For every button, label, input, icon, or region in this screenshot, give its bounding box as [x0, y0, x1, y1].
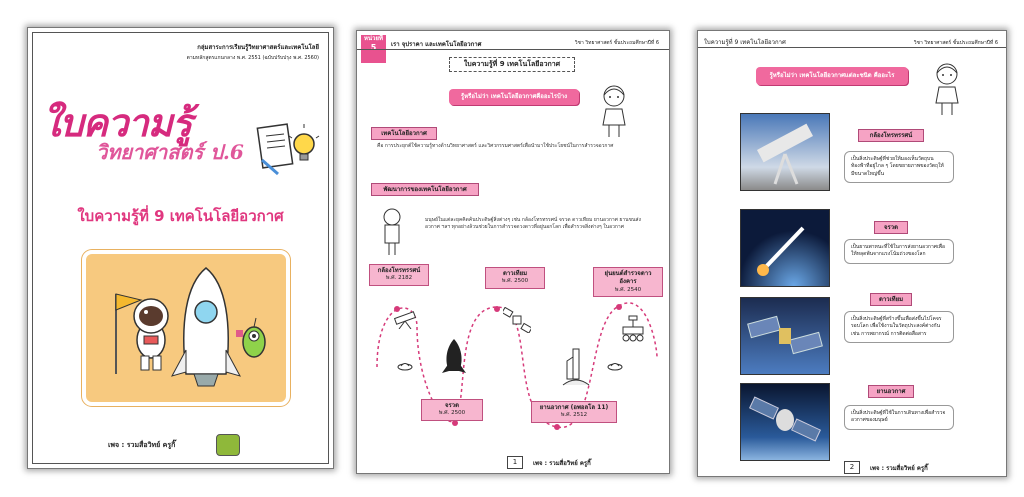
space-shuttle-icon	[559, 347, 593, 387]
page-logo-icon	[216, 434, 240, 456]
cover-page	[27, 27, 334, 469]
timeline-item-satellite	[485, 267, 545, 289]
item-tag-telescope: กล้องโทรทรรศน์	[858, 129, 924, 142]
satellite-icon	[503, 307, 531, 333]
question-bubble: รู้หรือไม่ว่า เทคโนโลยีอวกาศแต่ละชนิด คืออะไร	[756, 67, 908, 85]
timeline-item-apollo	[531, 401, 617, 423]
timeline-year: พ.ศ. 2500	[501, 278, 529, 285]
page-subject-header: วิชา วิทยาศาสตร์ ชั้นประถมศึกษาปีที่ 6	[574, 40, 659, 46]
item-text-spacecraft: เป็นสิ่งประดิษฐ์ที่ใช้ในการเดินทางเพื่อสำรวจอวกาศของมนุษย์	[844, 405, 954, 430]
rocket-photo	[740, 209, 830, 287]
timeline-name: จรวด	[444, 402, 459, 409]
question-bubble: รู้หรือไม่ว่า เทคโนโลยีอวกาศคืออะไรบ้าง	[449, 89, 579, 105]
timeline-name: ยานอวกาศ (อพอลโล 11)	[539, 404, 609, 411]
timeline-page	[356, 30, 670, 474]
timeline-item-rocket	[421, 399, 483, 421]
telescope-icon	[393, 309, 421, 329]
timeline-year: พ.ศ. 2540	[614, 286, 642, 293]
section-text-development: มนุษย์ในแต่ละยุคคิดค้นประดิษฐ์สิ่งต่างๆ เช่น กล้องโทรทรรศน์ จรวด ดาวเทียม ยานอวกาศ ยานขนส่งอวกาศ ฯลฯ ทุกอย่างล้วนช่วยในการสำรวจดวงดาวที่อยู่นอกโลก เพื่อสำรวจสิ่งต่างๆ ในอวกาศ	[425, 217, 641, 231]
girl-character-icon	[930, 61, 964, 119]
cover-title: ใบความรู้	[42, 100, 192, 145]
girl-character-icon	[597, 83, 631, 141]
page-footer: เพจ : รวมสื่อวิทย์ ครูกิ๊	[870, 465, 928, 472]
item-text-rocket: เป็นยานพาหนะที่ใช้ในการส่งยานอวกาศเพื่อให้หลุดพ้นจากแรงโน้มถ่วงของโลก	[844, 239, 954, 264]
section-tag-development: พัฒนาการของเทคโนโลยีอวกาศ	[371, 183, 479, 196]
item-tag-rocket: จรวด	[874, 221, 908, 234]
timeline-year: พ.ศ. 2512	[560, 412, 588, 419]
section-text-definition: คือ การประยุกต์ใช้ความรู้ทางด้านวิทยาศาสตร์ และวิศวกรรมศาสตร์เพื่อนำมาใช้ประโยชน์ในการสำรวจอวกาศ	[377, 143, 614, 149]
timeline-year: พ.ศ. 2182	[385, 275, 413, 282]
page-header: ใบความรู้ที่ 9 เทคโนโลยีอวกาศ	[704, 39, 786, 46]
astronaut-rocket-illustration	[82, 250, 290, 406]
technology-page	[697, 30, 1007, 477]
astronaut-rocket-icon	[86, 254, 278, 394]
cover-header-subject: กลุ่มสาระการเรียนรู้วิทยาศาสตร์และเทคโนโลยี	[197, 44, 319, 51]
satellite-photo	[740, 297, 830, 375]
page-number: 1	[507, 456, 523, 469]
page-footer: เพจ : รวมสื่อวิทย์ ครูกิ๊	[533, 460, 591, 467]
rocket-icon	[439, 337, 469, 377]
mars-rover-icon	[619, 315, 647, 343]
section-tag-space-tech: เทคโนโลยีอวกาศ	[371, 127, 437, 140]
timeline-item-telescope	[369, 264, 429, 286]
item-tag-spacecraft: ยานอวกาศ	[868, 385, 914, 398]
unit-number: 5	[370, 42, 377, 52]
notebook-lightbulb-icon	[256, 120, 320, 176]
cover-header-curriculum: ตามหลักสูตรแกนกลาง พ.ศ. 2551 (ฉบับปรับปรุง พ.ศ. 2560)	[186, 55, 319, 61]
cover-footer: เพจ : รวมสื่อวิทย์ ครูกิ๊	[108, 441, 176, 449]
page-subject-header: วิชา วิทยาศาสตร์ ชั้นประถมศึกษาปีที่ 6	[913, 40, 998, 46]
unit-label: หน่วยที่	[364, 35, 383, 42]
spacecraft-photo	[740, 383, 830, 461]
item-text-satellite: เป็นสิ่งประดิษฐ์ที่สร้างขึ้นเพื่อส่งขึ้นไปโคจรรอบโลก เพื่อใช้งานในวัตถุประสงค์ต่างกัน เช่น การพยากรณ์ การติดต่อสื่อสาร	[844, 311, 954, 343]
sheet-title: ใบความรู้ที่ 9 เทคโนโลยีอวกาศ	[449, 57, 575, 72]
item-text-telescope: เป็นสิ่งประดิษฐ์ที่ช่วยให้มองเห็นวัตถุบนท้องฟ้าที่อยู่ไกล ๆ โดยขยายภาพของวัตถุให้มีขนาดใหญ่ขึ้น	[844, 151, 954, 183]
timeline-name: ยุ่นยนต์สำรวจดาวอังคาร	[604, 270, 652, 286]
ufo-icon	[397, 361, 413, 371]
timeline-name: กล้องโทรทรรศน์	[377, 267, 421, 274]
timeline-name: ดาวเทียม	[502, 270, 528, 277]
page-number: 2	[844, 461, 860, 474]
cover-subject-title: วิทยาศาสตร์ ป.6	[96, 140, 244, 164]
ufo-icon-2	[607, 361, 623, 371]
item-tag-satellite: ดาวเทียม	[870, 293, 912, 306]
timeline-item-mars-rover	[593, 267, 663, 297]
unit-header: เรา จุปราคา และเทคโนโลยีอวกาศ	[391, 41, 482, 48]
timeline-year: พ.ศ. 2500	[438, 410, 466, 417]
cover-subtitle: ใบความรู้ที่ 9 เทคโนโลยีอวกาศ	[77, 207, 284, 225]
astronaut-icon	[379, 207, 405, 257]
telescope-photo	[740, 113, 830, 191]
